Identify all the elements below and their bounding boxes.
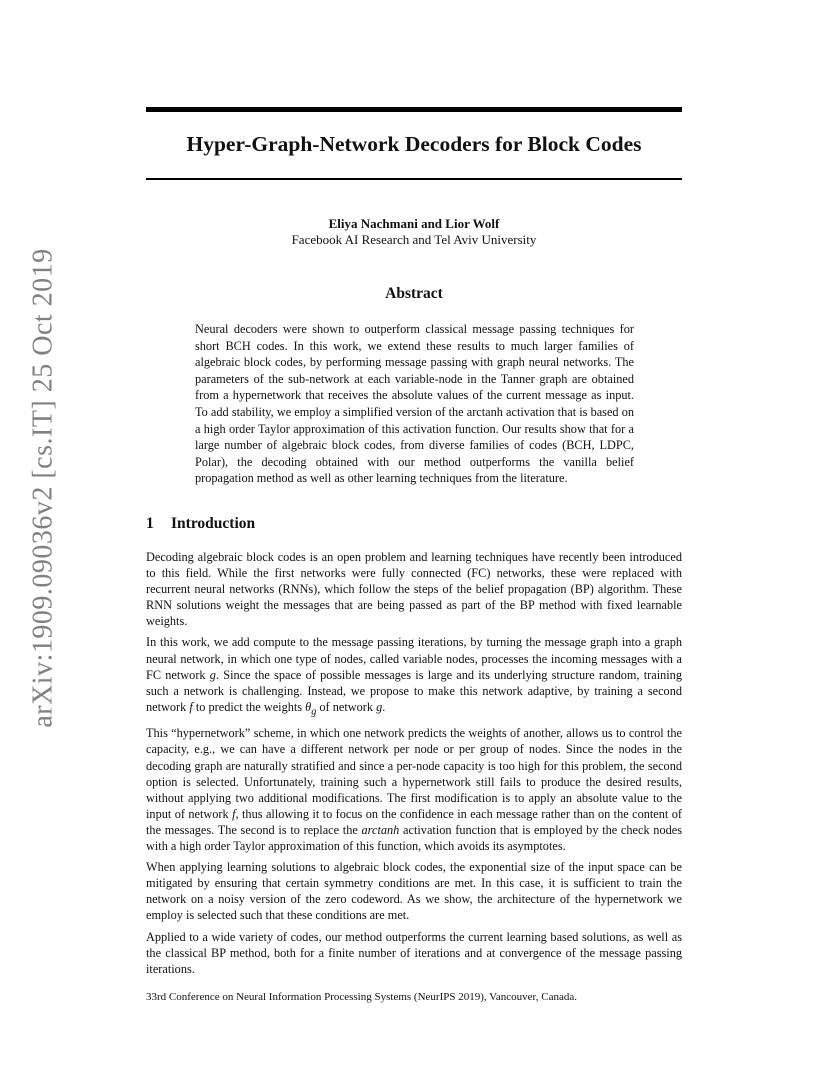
intro-paragraph-5: Applied to a wide variety of codes, our method outperforms the current learning based solutions, as well as the classical BP method, both for a finite number of iterations and at convergence of the message passing iterations. <box>146 929 682 976</box>
text-run: to predict the weights <box>192 699 306 714</box>
paper-title: Hyper-Graph-Network Decoders for Block Codes <box>186 132 642 156</box>
intro-paragraph-1: Decoding algebraic block codes is an open problem and learning techniques have recently been introduced to this field. While the first networks were fully connected (FC) networks, these were replaced with recurrent neural networks (RNNs), which follow the steps of the belief propagation (BP) algorithm. These RNN solutions weight the messages that are being passed as part of the BP method with fixed learnable weights. <box>146 550 682 629</box>
arxiv-identifier-stamp <box>24 248 64 728</box>
arxiv-identifier-text: arXiv:1909.09036v2 [cs.IT] 25 Oct 2019 <box>28 248 60 728</box>
text-run: This “hypernetwork” scheme, in which one network predicts the weights of another, allows us to control the capacity, e.g., we can have a different network per node or per group of nodes. Since the nodes in the decoding graph are naturally stratified and since a per-node capacity is too high for this problem, the second option is selected. Unfortunately, training such a hypernetwork still fails to produce the desired results, without applying two additional modifications. The first modification is to apply an absolute value to the input of network <box>146 726 682 821</box>
math-f: f <box>232 806 236 821</box>
text-run: . <box>382 699 386 714</box>
section-title: Introduction <box>171 515 256 532</box>
conference-footnote: 33rd Conference on Neural Information Processing Systems (NeurIPS 2019), Vancouver, Canada. <box>146 991 578 1003</box>
text-run: In this work, we add compute to the message passing iterations, by turning the message graph into a graph neural network, in which one type of nodes, called variable nodes, processes the incoming messages with a FC network <box>146 635 682 682</box>
author-names: Eliya Nachmani and Lior Wolf <box>328 216 500 231</box>
text-run: activation function that is employed by the check nodes with a high order Taylor approximation of this function, which avoids its asymptotes. <box>146 822 682 854</box>
author-affiliation: Facebook AI Research and Tel Aviv University <box>291 232 537 247</box>
math-arctanh: arctanh <box>361 822 400 837</box>
math-f: f <box>189 699 193 714</box>
intro-paragraph-4: When applying learning solutions to algebraic block codes, the exponential size of the input space can be mitigated by ensuring that certain symmetry conditions are met. In this case, it is sufficient to train the network on a noisy version of the zero codeword. As we show, the architecture of the hypernetwork we employ is selected such that these conditions are met. <box>146 860 682 923</box>
abstract-text: Neural decoders were shown to outperform classical message passing techniques for short BCH codes. In this work, we extend these results to much larger families of algebraic block codes, by performing message passing with graph neural networks. The parameters of the sub-network at each variable-node in the Tanner graph are obtained from a hypernetwork that receives the absolute values of the current message as input. To add stability, we employ a simplified version of the arctanh activation that is based on a high order Taylor approximation of this activation function. Our results show that for a large number of algebraic block codes, from diverse families of codes (BCH, LDPC, Polar), the decoding obtained with our method outperforms the vanilla belief propagation method as well as other learning techniques from the literature. <box>195 322 634 486</box>
author-block <box>146 216 682 248</box>
intro-paragraph-2 <box>146 634 682 720</box>
text-run: , thus allowing it to focus on the confidence in each message rather than on the content of the messages. The second is to replace the <box>146 806 682 837</box>
math-theta: θ <box>305 699 312 714</box>
intro-paragraph-3 <box>146 725 682 854</box>
section-heading <box>146 514 682 534</box>
title-bottom-rule <box>146 178 682 180</box>
math-theta-subscript: g <box>311 706 317 718</box>
introduction-body <box>146 549 682 982</box>
math-g: g <box>209 667 216 682</box>
title-top-rule <box>146 107 682 112</box>
text-run: . Since the space of possible messages is large and its underlying structure random, training such a network is challenging. Instead, we propose to make this network adaptive, by training a second network <box>146 667 682 714</box>
section-number: 1 <box>146 515 154 532</box>
math-g: g <box>376 699 383 714</box>
text-run: of network <box>316 699 377 714</box>
abstract-heading: Abstract <box>385 285 443 302</box>
